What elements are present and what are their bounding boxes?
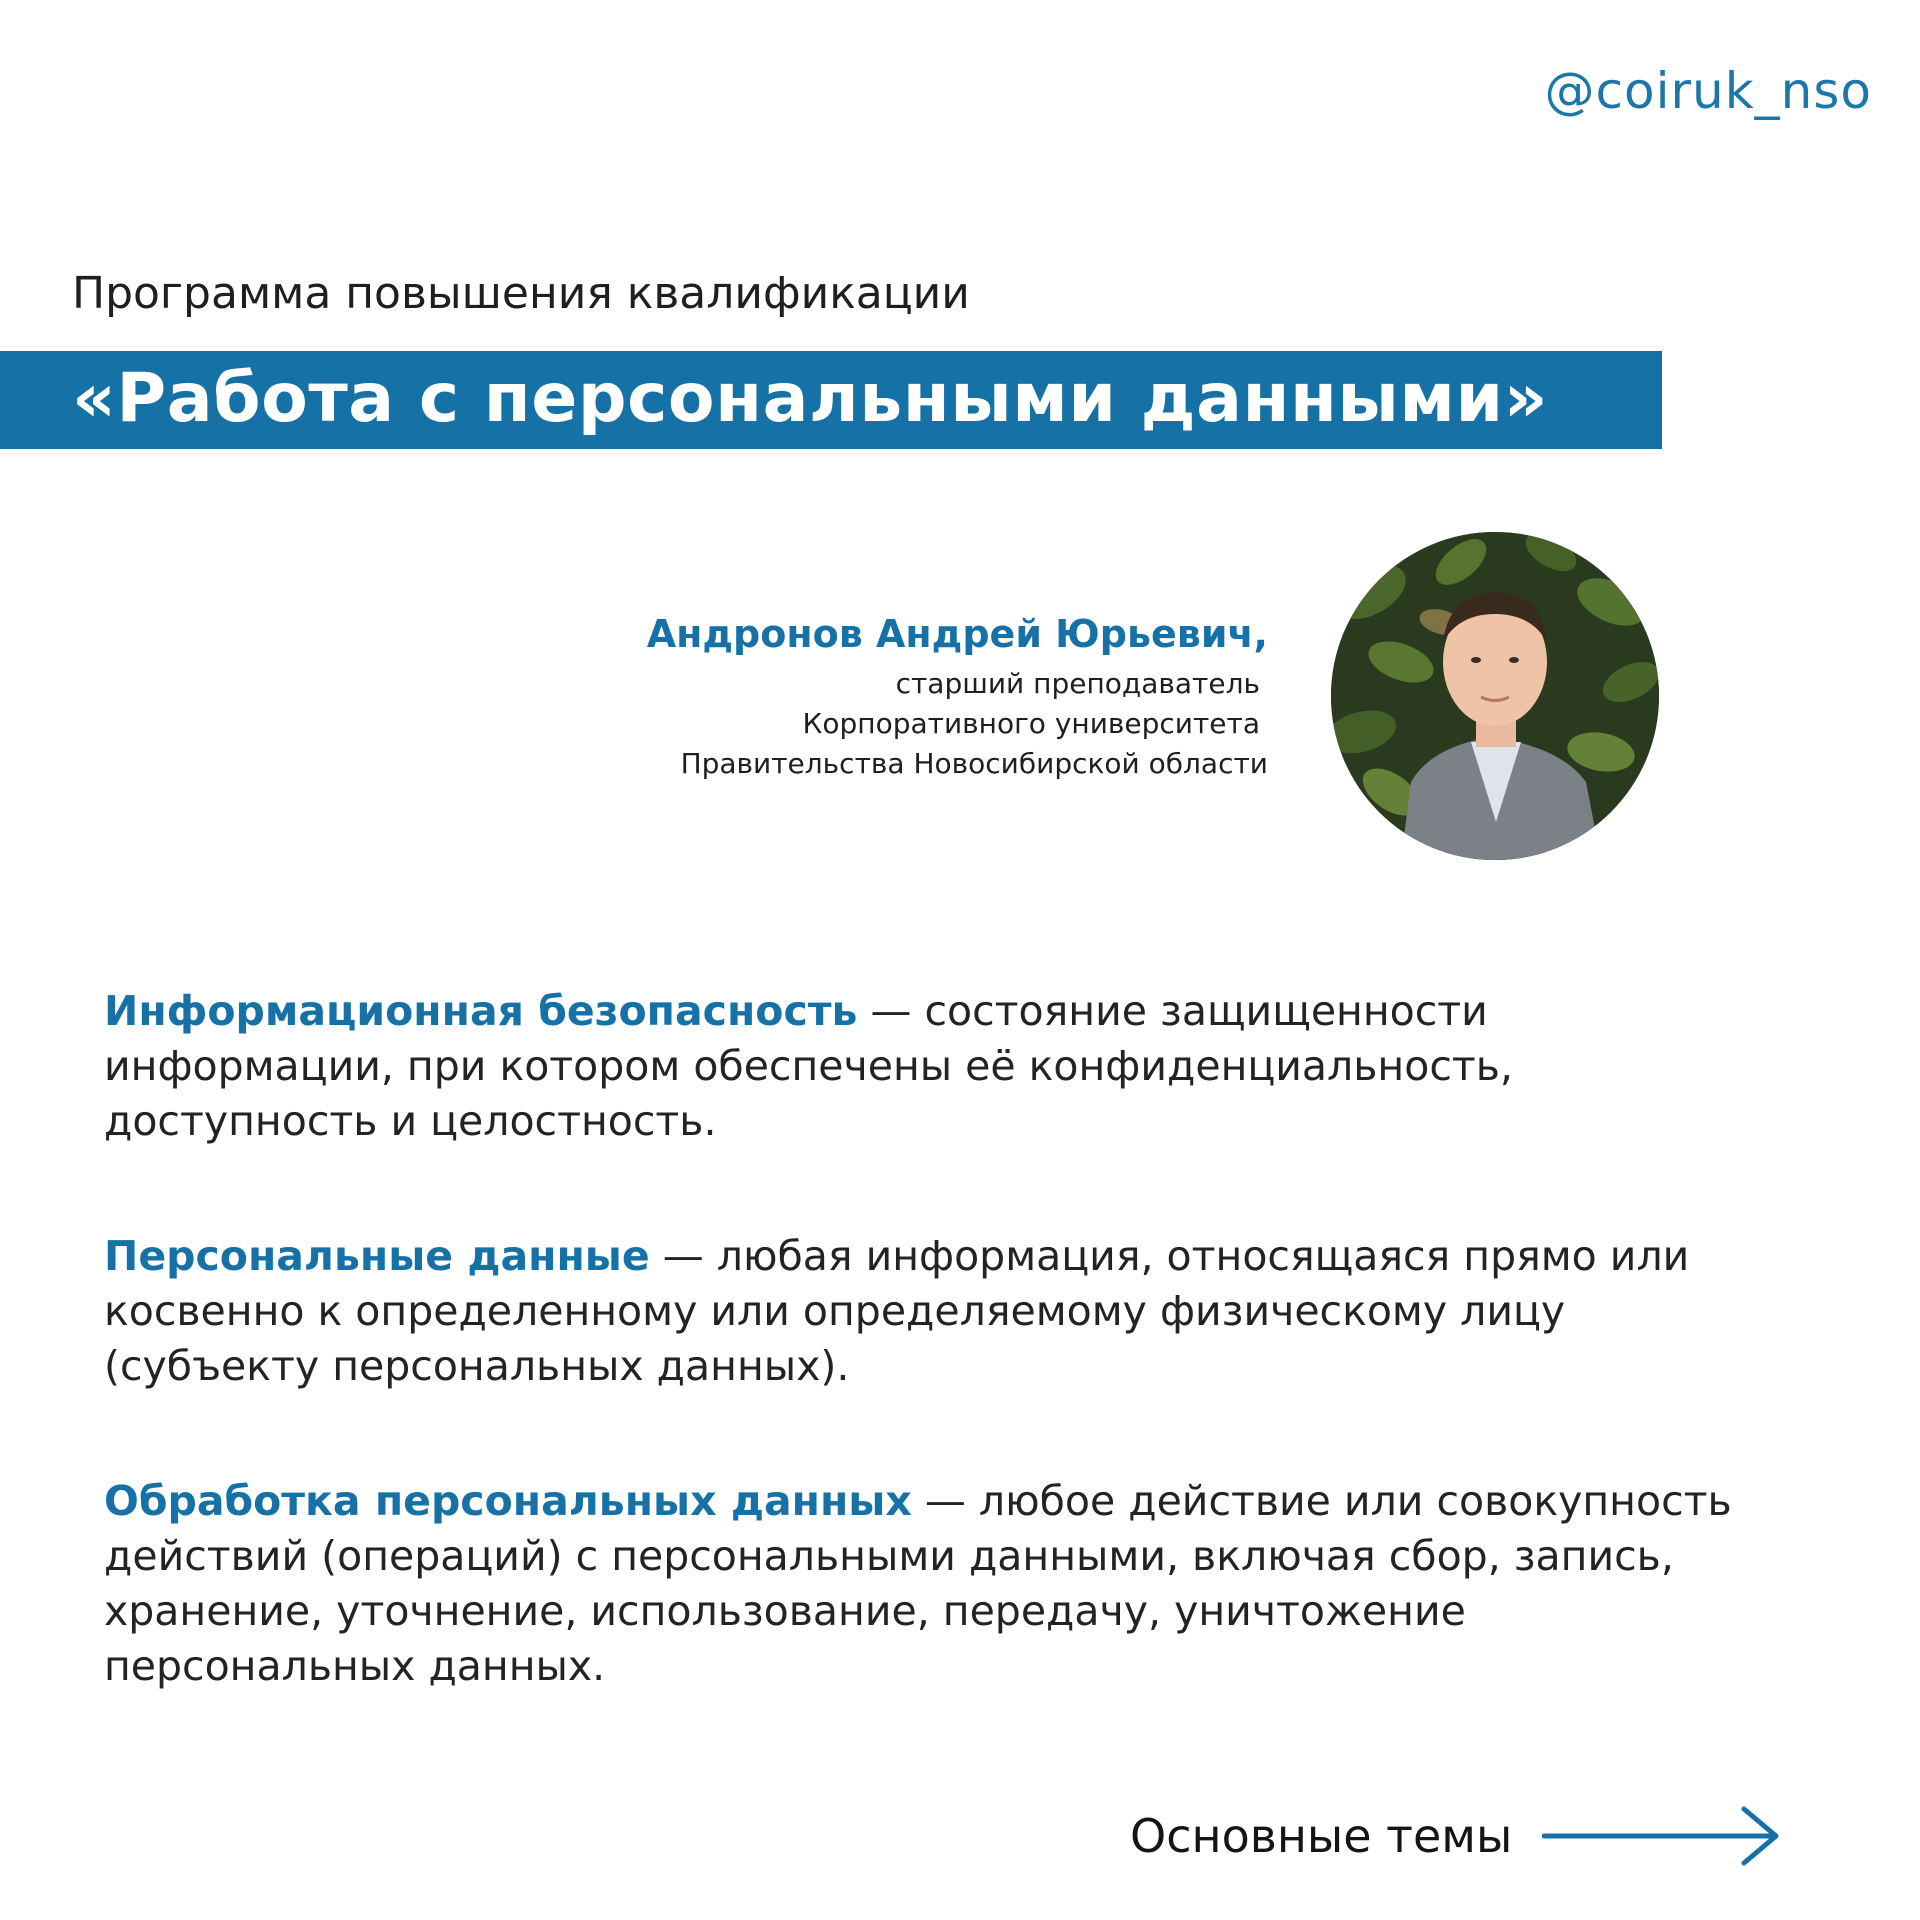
program-title: «Работа с персональными данными» xyxy=(72,359,1549,438)
definitions-list xyxy=(104,984,1744,1774)
program-title-banner xyxy=(0,351,1662,449)
definition-text: — любая информация, относящаяся прямо или косвенно к определенному или определяемому физическому лицу (субъекту персональных данных). xyxy=(104,1232,1690,1390)
definition-item xyxy=(104,1474,1744,1694)
definition-term: Обработка персональных данных xyxy=(104,1477,912,1525)
speaker-info xyxy=(647,612,1268,784)
arrow-right-icon[interactable] xyxy=(1542,1806,1782,1866)
social-handle[interactable]: @coiruk_nso xyxy=(1544,62,1872,120)
speaker-position-line: Корпоративного университета xyxy=(802,707,1260,740)
definition-term: Персональные данные xyxy=(104,1232,650,1280)
definition-item xyxy=(104,1229,1744,1394)
speaker-portrait-icon xyxy=(1331,532,1659,860)
definition-item xyxy=(104,984,1744,1149)
program-subtitle: Программа повышения квалификации xyxy=(72,268,970,319)
next-topics-label[interactable]: Основные темы xyxy=(1130,1809,1513,1863)
speaker-photo xyxy=(1331,532,1659,860)
next-topics-link[interactable] xyxy=(1130,1800,1820,1872)
speaker-position-line: Правительства Новосибирской области xyxy=(680,747,1268,780)
speaker-name: Андронов Андрей Юрьевич, xyxy=(646,612,1268,656)
definition-text: — состояние защищенности информации, при котором обеспечены её конфиденциальность, доступность и целостность. xyxy=(104,987,1513,1145)
definition-term: Информационная безопасность xyxy=(104,987,858,1035)
speaker-position-line: старший преподаватель xyxy=(895,667,1260,700)
definition-text: — любое действие или совокупность действий (операций) с персональными данными, включая сбор, запись, хранение, уточнение, использование, передачу, уничтожение персональных данных. xyxy=(104,1477,1732,1690)
